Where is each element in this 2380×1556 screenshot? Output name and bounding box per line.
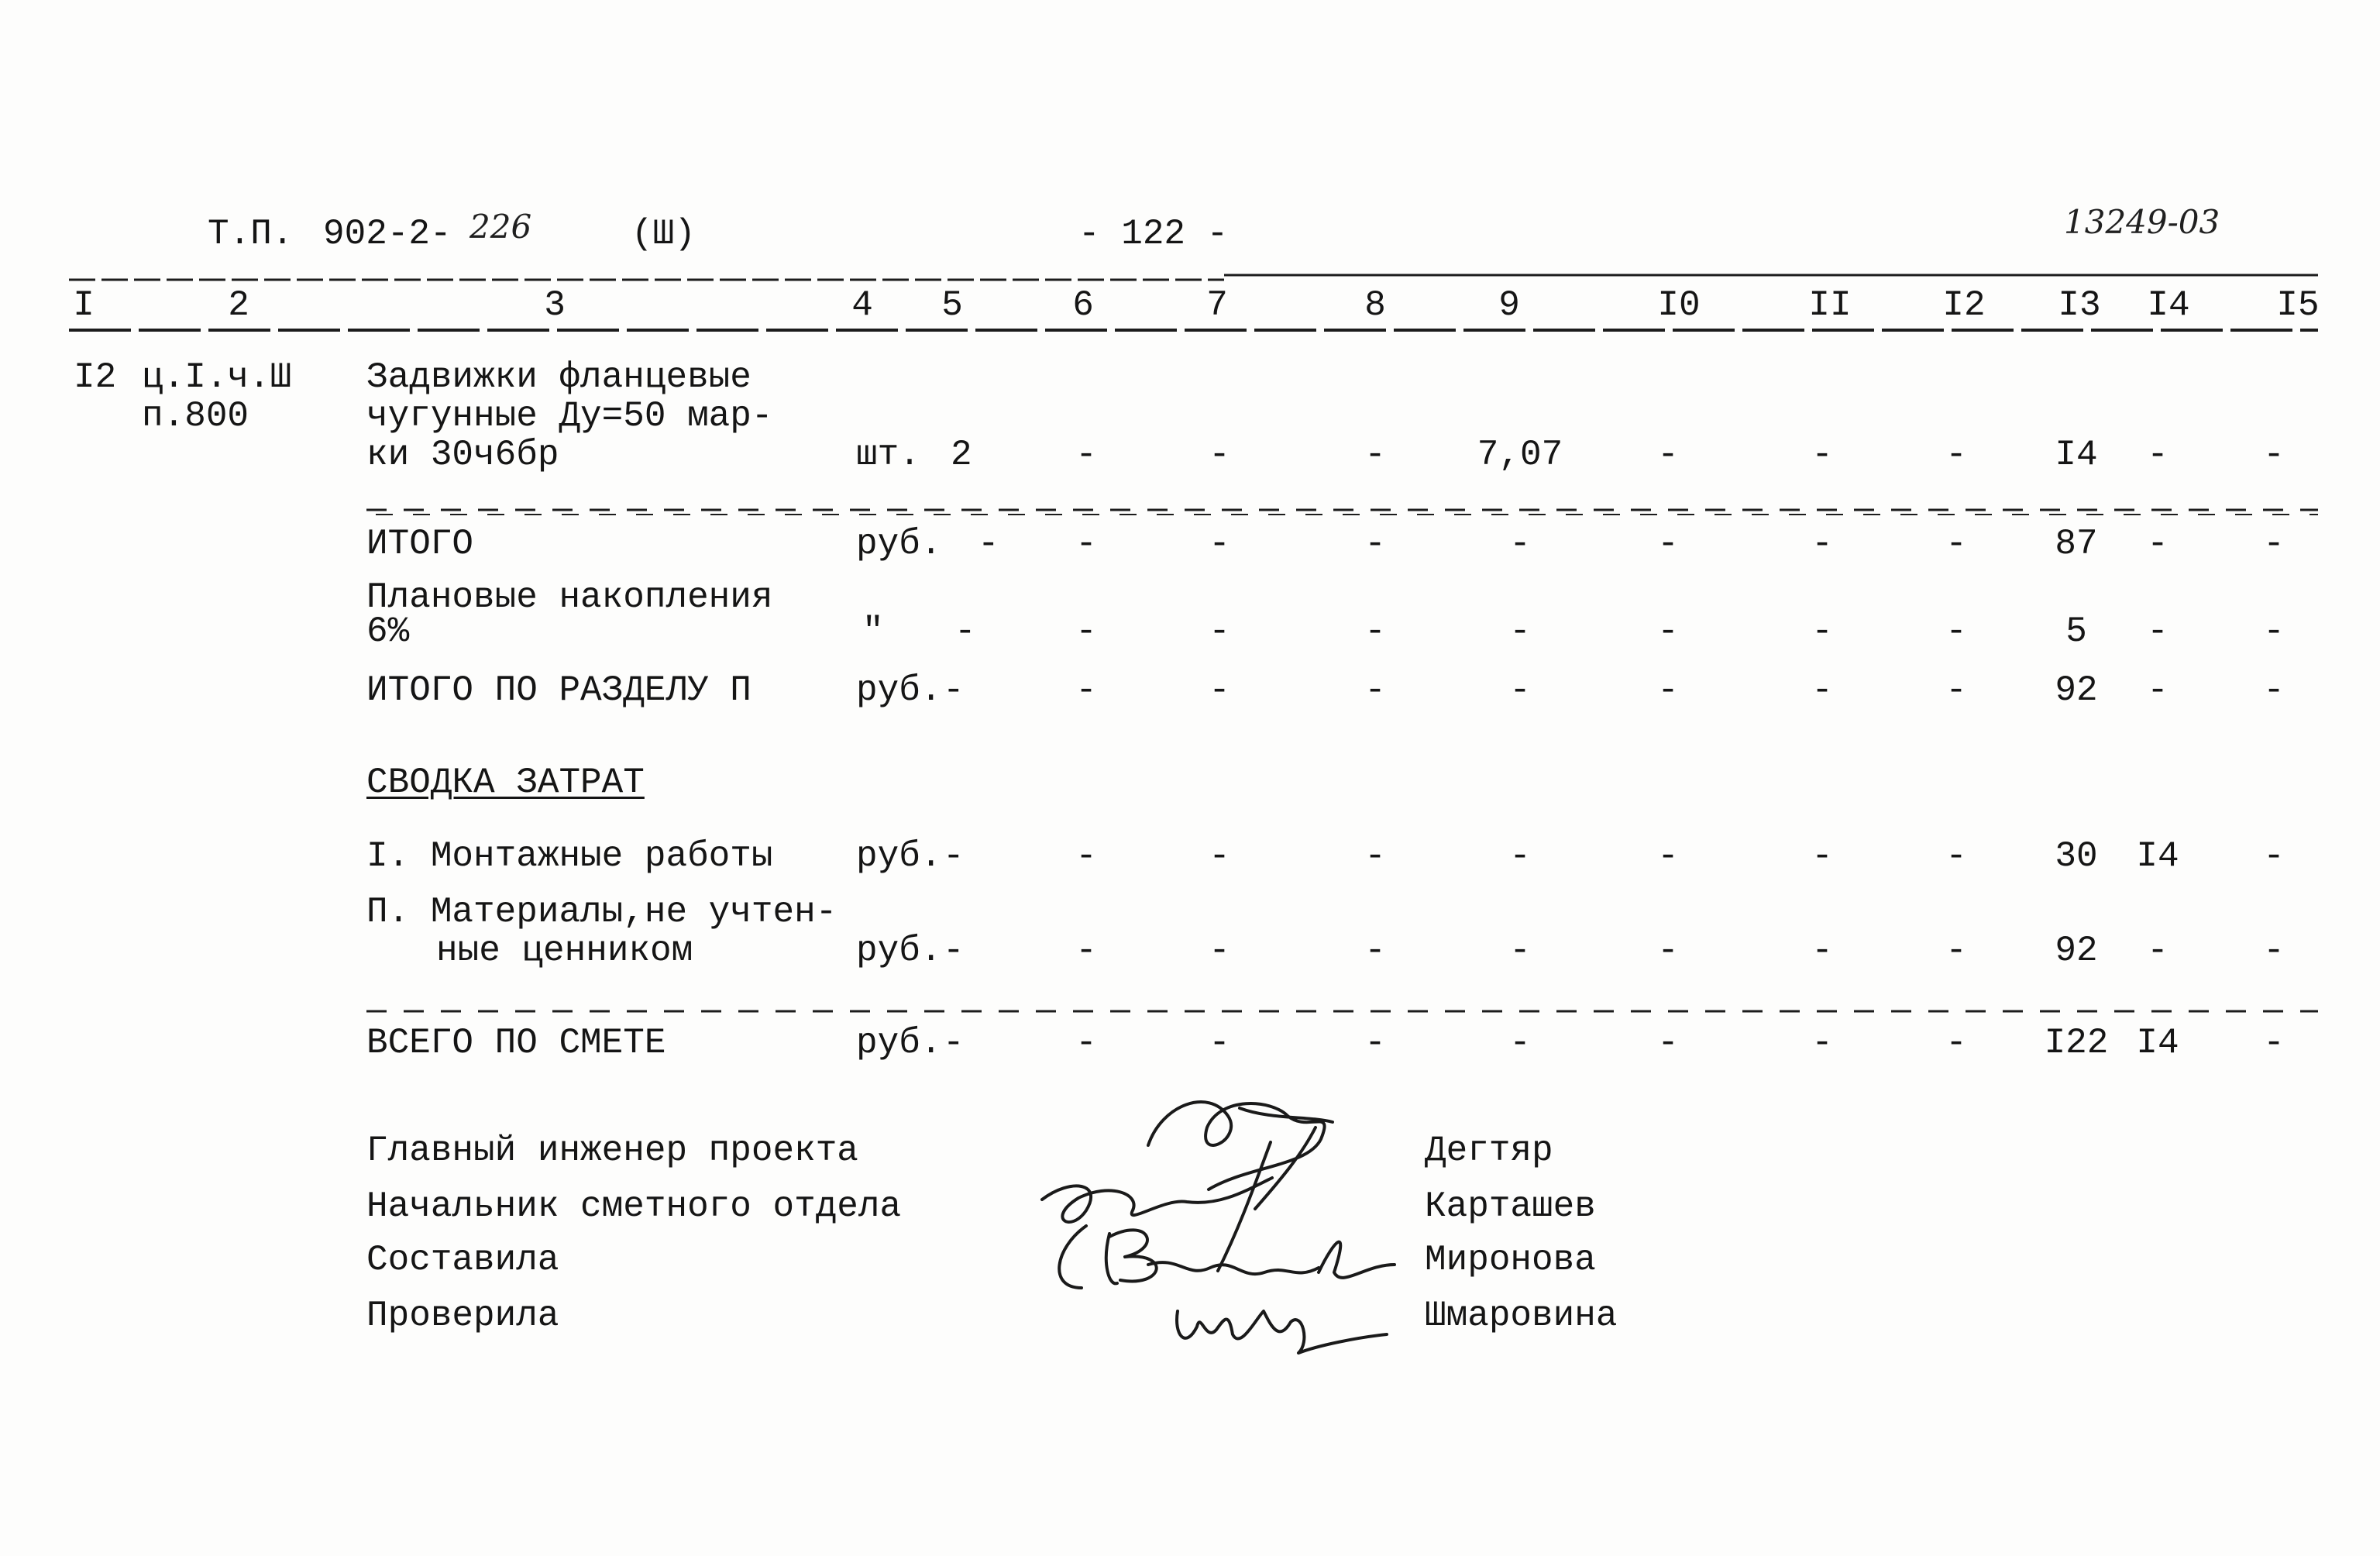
- row-quantity: 2: [951, 435, 972, 475]
- row-description: ные ценником: [436, 931, 693, 971]
- column-number: I0: [1657, 285, 1701, 325]
- signature-role: Проверила: [366, 1296, 559, 1336]
- cell-col-9: -: [1509, 524, 1531, 564]
- project-volume: (Ш): [631, 214, 696, 254]
- cell-col-14: -: [2147, 524, 2168, 564]
- cell-col-10: -: [1657, 611, 1679, 652]
- column-number: 9: [1498, 285, 1520, 325]
- cell-col-8: -: [1364, 836, 1386, 876]
- cell-col-6: -: [1075, 931, 1097, 971]
- cell-col-13: I4: [2055, 435, 2098, 475]
- row-unit: руб.: [856, 524, 942, 564]
- row-description: I. Монтажные работы: [366, 836, 773, 876]
- cell-col-15: -: [2263, 1023, 2285, 1063]
- cell-col-12: -: [1945, 931, 1967, 971]
- row-unit: руб.: [856, 1023, 942, 1063]
- cell-col-13: 92: [2055, 670, 2098, 711]
- cell-col-11: -: [1811, 611, 1833, 652]
- cell-col-12: -: [1945, 1023, 1967, 1063]
- cell-col-8: -: [1364, 1023, 1386, 1063]
- signature-checker: [1177, 1311, 1387, 1353]
- cell-col-6: -: [1075, 836, 1097, 876]
- cell-col-15: -: [2263, 524, 2285, 564]
- row-quantity: -: [943, 836, 965, 876]
- cell-col-7: -: [1209, 524, 1230, 564]
- cell-col-10: -: [1657, 435, 1679, 475]
- column-number: 7: [1206, 285, 1228, 325]
- cell-col-9: -: [1509, 931, 1531, 971]
- row-description: Задвижки фланцевые: [366, 357, 751, 398]
- cell-col-6: -: [1075, 1023, 1097, 1063]
- cell-col-10: -: [1657, 836, 1679, 876]
- cell-col-14: I4: [2136, 1023, 2179, 1063]
- cell-col-6: -: [1075, 670, 1097, 711]
- summary-title: СВОДКА ЗАТРАТ: [366, 763, 645, 803]
- page-number: - 122 -: [1078, 214, 1229, 254]
- column-number: 4: [851, 285, 873, 325]
- signature-estimate-head: [1042, 1142, 1272, 1271]
- cell-col-12: -: [1945, 611, 1967, 652]
- cell-col-6: -: [1075, 524, 1097, 564]
- cell-col-15: -: [2263, 836, 2285, 876]
- cell-col-10: -: [1657, 670, 1679, 711]
- cell-col-8: -: [1364, 524, 1386, 564]
- row-quantity: -: [943, 1023, 965, 1063]
- row-number: I2: [74, 357, 117, 398]
- column-number: 3: [544, 285, 566, 325]
- cell-col-9: -: [1509, 670, 1531, 711]
- row-description: Плановые накопления: [366, 577, 773, 618]
- cell-col-11: -: [1811, 931, 1833, 971]
- cell-col-13: 5: [2065, 611, 2087, 652]
- row-quantity: -: [943, 931, 965, 971]
- row-description: П. Материалы,не учтен-: [366, 892, 837, 932]
- row-unit: руб.: [856, 670, 942, 711]
- signature-name: Шмаровина: [1425, 1296, 1618, 1336]
- cell-col-7: -: [1209, 1023, 1230, 1063]
- cell-col-13: 30: [2055, 836, 2098, 876]
- row-unit: ": [862, 611, 884, 652]
- cell-col-14: -: [2147, 435, 2168, 475]
- project-code-handwritten: 226: [469, 208, 532, 246]
- column-number: 6: [1072, 285, 1094, 325]
- cell-col-14: -: [2147, 931, 2168, 971]
- cell-col-13: 87: [2055, 524, 2098, 564]
- cell-col-7: -: [1209, 435, 1230, 475]
- row-quantity: -: [954, 611, 976, 652]
- cell-col-14: -: [2147, 670, 2168, 711]
- cell-col-8: -: [1364, 931, 1386, 971]
- archive-number-handwritten: 13249-03: [2064, 203, 2220, 241]
- row-description: чугунные Ду=50 мар-: [366, 396, 773, 436]
- cell-col-15: -: [2263, 931, 2285, 971]
- signature-name: Карташев: [1425, 1186, 1596, 1227]
- row-description: ВСЕГО ПО СМЕТЕ: [366, 1023, 666, 1063]
- cell-col-10: -: [1657, 524, 1679, 564]
- cell-col-7: -: [1209, 931, 1230, 971]
- cell-col-7: -: [1209, 670, 1230, 711]
- cell-col-8: -: [1364, 611, 1386, 652]
- project-code-prefix: Т.П.: [208, 214, 294, 254]
- cell-col-6: -: [1075, 435, 1097, 475]
- cell-col-11: -: [1811, 670, 1833, 711]
- cell-col-6: -: [1075, 611, 1097, 652]
- cell-col-15: -: [2263, 435, 2285, 475]
- cell-col-14: I4: [2136, 836, 2179, 876]
- cell-col-14: -: [2147, 611, 2168, 652]
- cell-col-12: -: [1945, 435, 1967, 475]
- cell-col-9: -: [1509, 611, 1531, 652]
- cell-col-15: -: [2263, 611, 2285, 652]
- cell-col-10: -: [1657, 931, 1679, 971]
- cell-col-9: -: [1509, 836, 1531, 876]
- cell-col-11: -: [1811, 1023, 1833, 1063]
- row-unit: руб.: [856, 836, 942, 876]
- row-description: ки 30ч6бр: [366, 435, 559, 475]
- cell-col-12: -: [1945, 524, 1967, 564]
- cell-col-13: I22: [2044, 1023, 2109, 1063]
- row-unit: шт.: [856, 435, 920, 475]
- row-quantity: -: [943, 670, 965, 711]
- signature-compiler: [1059, 1226, 1395, 1288]
- column-number: I4: [2147, 285, 2190, 325]
- column-number: 8: [1364, 285, 1386, 325]
- row-code: ц.I.ч.Ш: [142, 357, 292, 398]
- cell-col-11: -: [1811, 524, 1833, 564]
- column-number: II: [1808, 285, 1852, 325]
- column-number: 5: [941, 285, 963, 325]
- signature-name: Миронова: [1425, 1240, 1596, 1280]
- cell-col-7: -: [1209, 836, 1230, 876]
- column-number: 2: [228, 285, 249, 325]
- signature-role: Составила: [366, 1240, 559, 1280]
- cell-col-11: -: [1811, 435, 1833, 475]
- cell-col-11: -: [1811, 836, 1833, 876]
- row-description: 6%: [366, 611, 410, 652]
- row-code: п.800: [142, 396, 249, 436]
- column-number: I: [73, 285, 95, 325]
- column-number: I3: [2058, 285, 2101, 325]
- signature-role: Главный инженер проекта: [366, 1131, 858, 1171]
- cell-col-13: 92: [2055, 931, 2098, 971]
- cell-col-7: -: [1209, 611, 1230, 652]
- row-unit: руб.: [856, 931, 942, 971]
- cell-col-8: -: [1364, 435, 1386, 475]
- column-number: I5: [2276, 285, 2320, 325]
- row-description: ИТОГО ПО РАЗДЕЛУ П: [366, 670, 751, 711]
- column-number: I2: [1942, 285, 1986, 325]
- cell-col-12: -: [1945, 670, 1967, 711]
- cell-col-9: 7,07: [1477, 435, 1563, 475]
- project-code-number: 902-2-: [323, 214, 452, 254]
- signature-role: Начальник сметного отдела: [366, 1186, 902, 1227]
- row-quantity: -: [978, 524, 999, 564]
- signature-name: Дегтяр: [1425, 1131, 1553, 1171]
- cell-col-8: -: [1364, 670, 1386, 711]
- cell-col-15: -: [2263, 670, 2285, 711]
- cell-col-9: -: [1509, 1023, 1531, 1063]
- cell-col-10: -: [1657, 1023, 1679, 1063]
- row-description: ИТОГО: [366, 524, 474, 564]
- cell-col-12: -: [1945, 836, 1967, 876]
